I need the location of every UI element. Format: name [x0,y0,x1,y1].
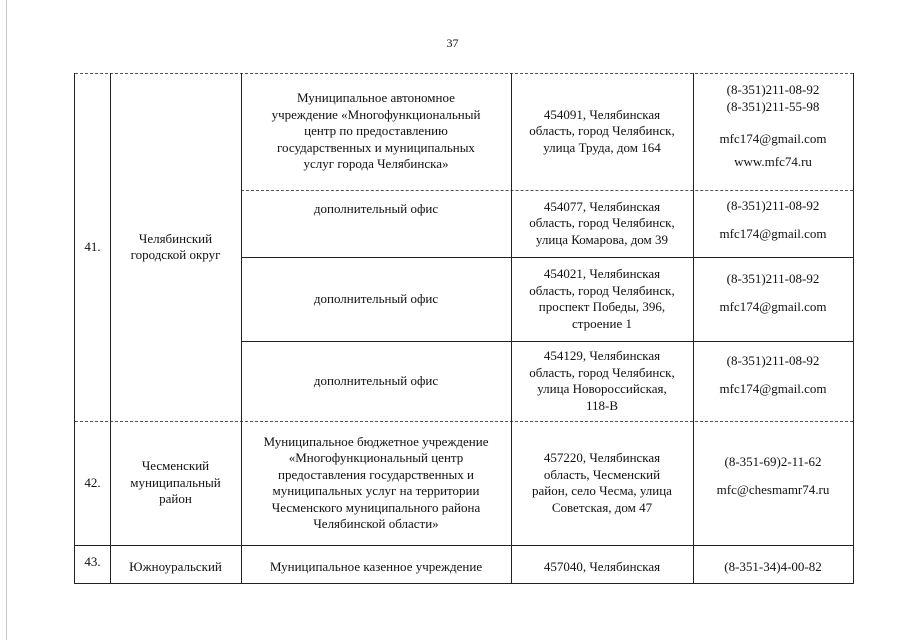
contact-cell [693,559,853,576]
office-name: Муниципальное казенное учреждение [269,559,483,574]
office-name: дополнительный офис [313,201,439,216]
office-name-cell [241,341,511,421]
office-address: 457220, Челябинская область, Чесменский район, село Чесма, улица Советская, дом 47 [532,450,672,515]
phone-number: (8-351)211-55-98 [726,98,820,114]
email-link[interactable]: mfc174@gmail.com [719,380,827,396]
email-link[interactable]: mfc174@gmail.com [719,131,827,146]
district-cell [110,545,241,583]
row-number: 43. [84,554,101,569]
website-link[interactable]: www.mfc74.ru [734,153,812,169]
office-name-cell [241,421,511,545]
address-cell [511,421,693,545]
office-name: дополнительный офис [313,290,439,306]
office-name: дополнительный офис [313,372,439,388]
phone-number: (8-351-34)4-00-82 [724,559,822,574]
office-address: 454129, Челябинская область, город Челябинск, улица Новороссийская, 118-В [529,348,675,413]
address-cell [511,341,693,421]
district-name: Чесменский муниципальный район [130,458,221,507]
address-cell [511,545,693,583]
phone-number: (8-351)211-08-92 [726,82,820,97]
office-name-cell [241,190,511,257]
contact-cell [693,198,853,242]
email-link[interactable]: mfc174@gmail.com [719,225,827,241]
office-address: 457040, Челябинская [543,559,661,574]
office-name: Муниципальное бюджетное учреждение «Многофункциональный центр предоставления государственных и муниципальных услуг на территории Чесменского муниципального района Челябинской области» [263,433,489,531]
contact-cell [693,454,853,498]
contact-cell [693,271,853,315]
email-link[interactable]: mfc@chesmamr74.ru [716,481,830,497]
page-edge-shadow [6,0,7,640]
office-address: 454091, Челябинская область, город Челябинск, улица Труда, дом 164 [529,106,675,155]
district-cell [110,421,241,545]
row-number: 41. [84,238,101,254]
row-number-cell [75,73,110,421]
page-number: 37 [446,36,459,50]
contact-cell [693,82,853,170]
phone-number: (8-351)211-08-92 [726,271,820,286]
mfc-table [74,73,854,584]
office-address: 454021, Челябинская область, город Челябинск, проспект Победы, 396, строение 1 [529,266,675,331]
phone-number: (8-351-69)2-11-62 [724,454,822,469]
office-address: 454077, Челябинская область, город Челябинск, улица Комарова, дом 39 [529,198,675,247]
address-cell [511,190,693,257]
row-number-cell [75,421,110,545]
office-name-cell [241,545,511,583]
contact-cell [693,353,853,397]
row-number-cell [75,545,110,583]
address-cell [511,73,693,190]
district-name: Южноуральский [129,559,222,574]
office-name: Муниципальное автономное учреждение «Многофункциональный центр по предоставлению государственных и муниципальных услуг города Челябинска» [271,90,481,172]
office-name-cell [241,257,511,341]
phone-number: (8-351)211-08-92 [726,353,820,368]
address-cell [511,257,693,341]
email-link[interactable]: mfc174@gmail.com [719,298,827,314]
district-name: Челябинский городской округ [130,230,221,262]
phone-number: (8-351)211-08-92 [726,198,820,213]
row-number: 42. [84,474,101,490]
district-cell [110,73,241,421]
office-name-cell [241,73,511,190]
